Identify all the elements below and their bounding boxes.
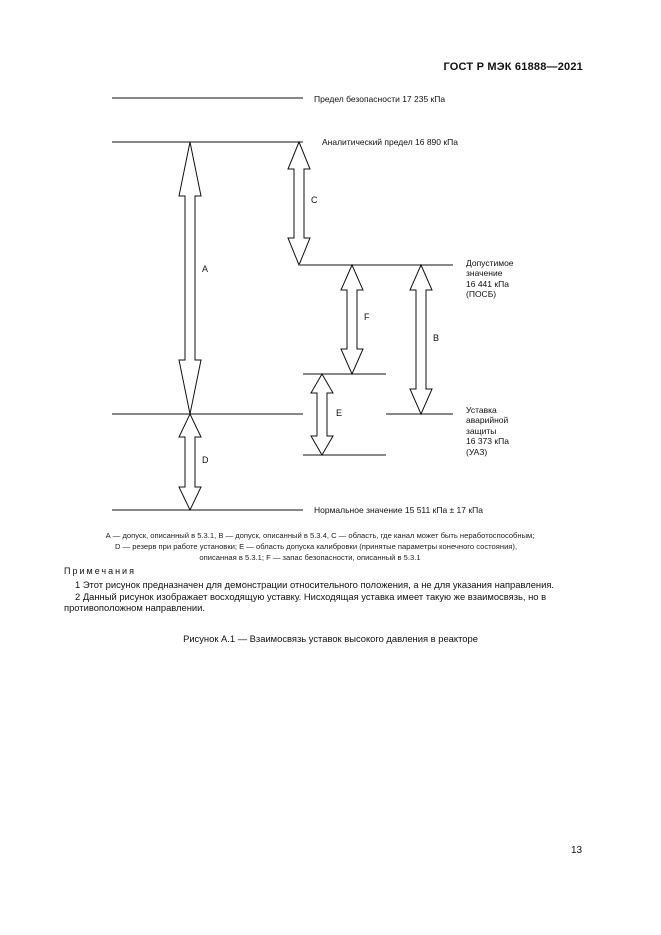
page-number: 13	[571, 845, 583, 856]
arrow-a	[179, 142, 201, 414]
arrow-d	[179, 414, 201, 510]
analytical-limit-label: Аналитический предел 16 890 кПа	[322, 137, 458, 147]
note-1: 1 Этот рисунок предназначен для демонстрации относительного положения, а не для указания направления.	[75, 579, 555, 590]
legend-line-3: описанная в 5.3.1; F — запас безопасности, описанный в 5.3.1	[199, 553, 421, 562]
normal-value-label: Нормальное значение 15 511 кПа ± 17 кПа	[314, 505, 483, 515]
note-2-line-1: 2 Данный рисунок изображает восходящую уставку. Нисходящая уставка имеет такую же взаимосвязь, но в	[75, 591, 547, 602]
arrow-b	[410, 265, 432, 414]
arrow-a-label: A	[202, 264, 209, 274]
arrow-b-label: B	[433, 333, 440, 343]
arrow-e	[311, 374, 333, 455]
setpoint-label: Уставка аварийной защиты 16 373 кПа (УАЗ)	[466, 405, 509, 457]
arrow-e-label: E	[336, 408, 343, 418]
legend-line-2: D — резерв при работе установки; Е — область допуска калибровки (принятые параметры конечного состояния),	[114, 542, 518, 551]
arrow-c	[288, 142, 310, 265]
safety-limit-label: Предел безопасности 17 235 кПа	[314, 94, 446, 104]
arrow-c-label: C	[311, 195, 318, 205]
arrow-f-label: F	[364, 312, 370, 322]
arrow-f	[341, 265, 363, 374]
legend-line-1: А — допуск, описанный в 5.3.1, B — допуск, описанный в 5.3.4, С — область, где канал может быть неработоспособным;	[105, 531, 535, 540]
notes-title: Примечания	[64, 566, 136, 576]
allowed-value-label: Допустимое значение 16 441 кПа (ПОСБ)	[466, 258, 514, 300]
arrow-d-label: D	[202, 455, 209, 465]
figure-caption: Рисунок А.1 — Взаимосвязь уставок высокого давления в реакторе	[183, 633, 478, 644]
document-header: ГОСТ Р МЭК 61888—2021	[443, 61, 583, 73]
note-2-line-2: противоположном направлении.	[64, 602, 205, 613]
